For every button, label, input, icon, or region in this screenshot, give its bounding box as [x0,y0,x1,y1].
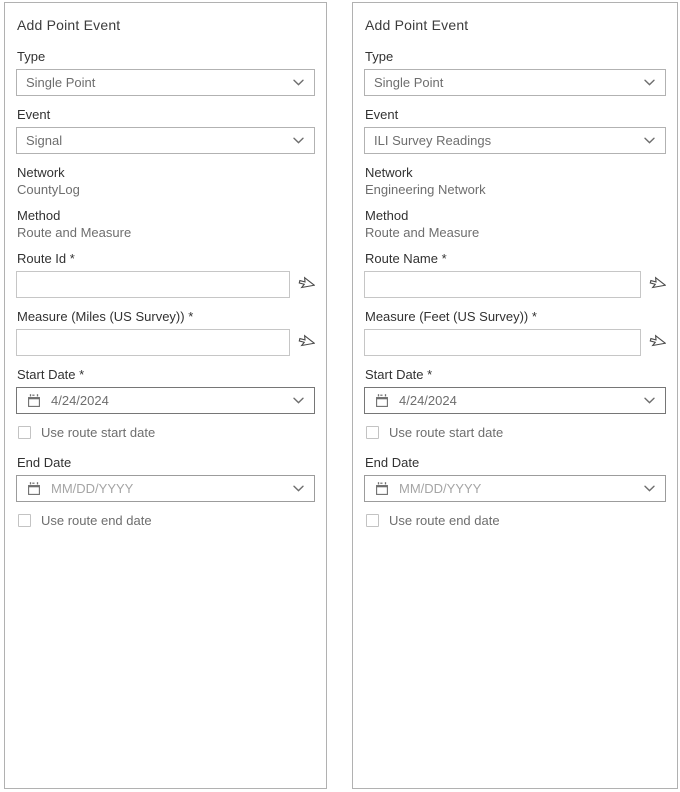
network-value: Engineering Network [365,182,486,197]
map-pointer-icon [647,275,666,294]
use-route-start-checkbox[interactable] [18,426,31,439]
network-value: CountyLog [17,182,80,197]
event-select-value: ILI Survey Readings [374,133,492,148]
use-route-end-label: Use route end date [41,513,152,528]
map-pointer-icon [296,275,315,294]
calendar-icon [374,393,390,408]
use-route-start-label: Use route start date [389,425,504,440]
method-label: Method [17,208,61,223]
use-route-start-checkbox[interactable] [366,426,379,439]
add-point-event-panel-right [352,2,678,789]
pick-from-map-button[interactable] [295,333,315,353]
event-select[interactable] [16,127,315,154]
measure-input[interactable] [16,329,290,356]
use-route-end-checkbox[interactable] [366,514,379,527]
chevron-down-icon [644,137,655,144]
route-input[interactable] [16,271,290,298]
chevron-down-icon [293,397,304,404]
method-value: Route and Measure [17,225,132,240]
pick-from-map-button[interactable] [646,333,666,353]
panel-title: Add Point Event [17,17,121,33]
pick-from-map-button[interactable] [295,275,315,295]
end-date-placeholder: MM/DD/YYYY [51,481,134,496]
use-route-start-label: Use route start date [41,425,156,440]
event-label: Event [17,107,51,122]
type-label: Type [17,49,46,64]
map-pointer-icon [647,333,666,352]
start-date-value: 4/24/2024 [51,393,109,408]
chevron-down-icon [293,79,304,86]
event-label: Event [365,107,399,122]
chevron-down-icon [644,79,655,86]
pick-from-map-button[interactable] [646,275,666,295]
end-date-picker[interactable] [16,475,315,502]
end-date-placeholder: MM/DD/YYYY [399,481,482,496]
add-point-event-panel-left [4,2,327,789]
route-input[interactable] [364,271,641,298]
map-pointer-icon [296,333,315,352]
start-date-picker[interactable] [364,387,666,414]
start-date-label: Start Date * [17,367,85,382]
measure-input[interactable] [364,329,641,356]
start-date-picker[interactable] [16,387,315,414]
calendar-icon [374,481,390,496]
chevron-down-icon [644,485,655,492]
route-label: Route Id * [17,251,75,266]
event-select-value: Signal [26,133,63,148]
route-label: Route Name * [365,251,447,266]
chevron-down-icon [293,137,304,144]
chevron-down-icon [644,397,655,404]
end-date-label: End Date [365,455,420,470]
measure-label: Measure (Feet (US Survey)) * [365,309,537,324]
panel-title: Add Point Event [365,17,469,33]
calendar-icon [26,393,42,408]
start-date-label: Start Date * [365,367,433,382]
calendar-icon [26,481,42,496]
type-select-value: Single Point [26,75,96,90]
chevron-down-icon [293,485,304,492]
end-date-picker[interactable] [364,475,666,502]
event-select[interactable] [364,127,666,154]
network-label: Network [365,165,413,180]
type-select[interactable] [16,69,315,96]
method-label: Method [365,208,409,223]
network-label: Network [17,165,65,180]
type-select[interactable] [364,69,666,96]
method-value: Route and Measure [365,225,480,240]
use-route-end-checkbox[interactable] [18,514,31,527]
use-route-end-label: Use route end date [389,513,500,528]
measure-label: Measure (Miles (US Survey)) * [17,309,194,324]
start-date-value: 4/24/2024 [399,393,457,408]
end-date-label: End Date [17,455,72,470]
type-label: Type [365,49,394,64]
type-select-value: Single Point [374,75,444,90]
